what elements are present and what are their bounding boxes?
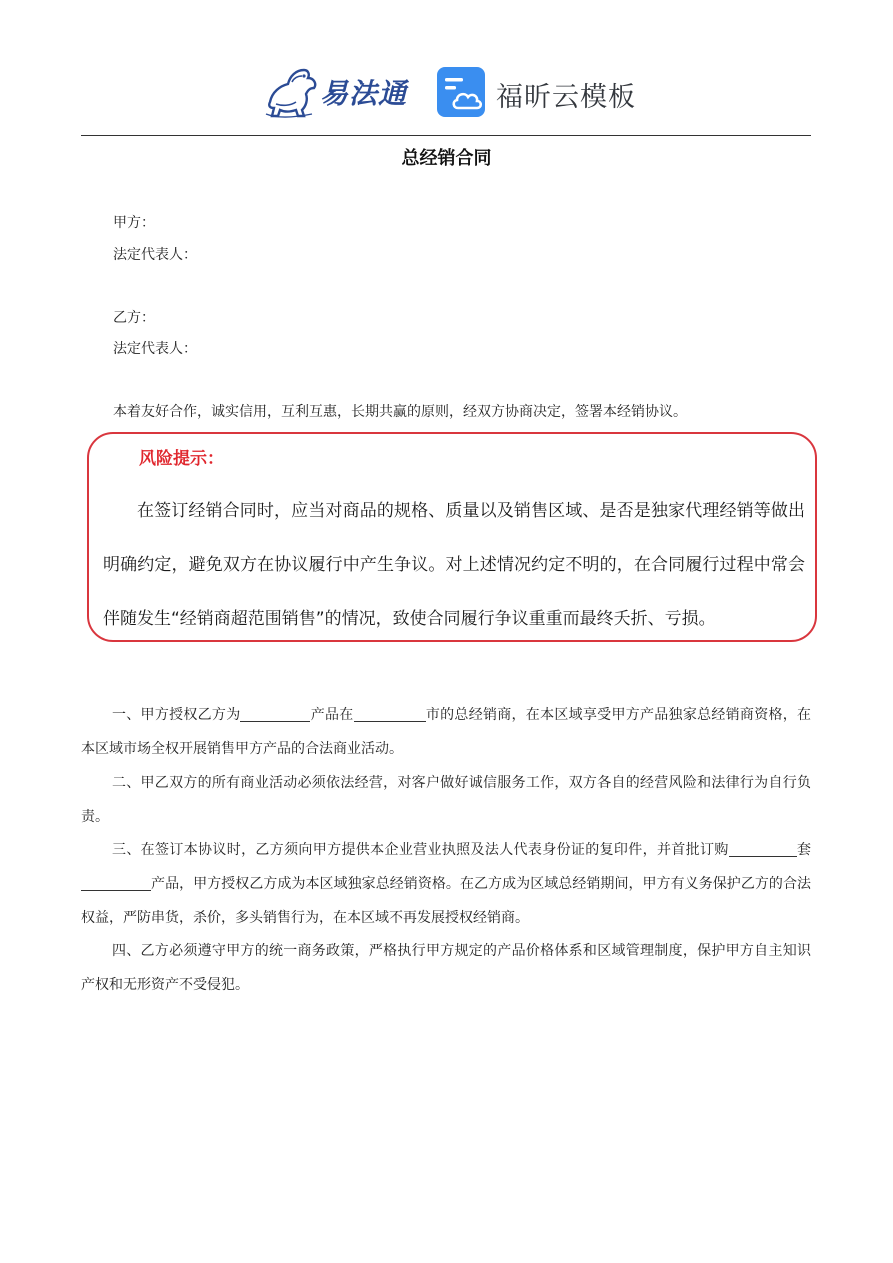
order-quantity-blank[interactable]	[729, 840, 797, 857]
risk-warning-text: 在签订经销合同时，应当对商品的规格、质量以及销售区域、是否是独家代理经销等做出明确约定，避免双方在协议履行中产生争议。对上述情况约定不明的，在合同履行过程中常会伴随发生“经销商超范围销售”的情况，致使合同履行争议重重而最终夭折、亏损。	[103, 501, 805, 629]
product-name-blank[interactable]	[240, 705, 310, 722]
clause-3-part-1: 三、在签订本协议时，乙方须向甲方提供本企业营业执照及法人代表身份证的复印件，并首批订购	[112, 842, 729, 858]
clause-1-part-3: 市的总经销商，在本区域享受甲方产品独家总经销商资格，在本区域市场全权开展销售甲方产品的合法商业活动。	[81, 707, 812, 757]
fuxin-logo-text: 福昕云模板	[496, 82, 636, 113]
order-product-blank[interactable]	[81, 874, 151, 891]
party-b-representative-label: 法定代表人：	[113, 341, 197, 357]
city-name-blank[interactable]	[354, 705, 426, 722]
clause-1-part-2: 产品在	[310, 707, 354, 723]
document-title: 总经销合同	[401, 148, 492, 169]
yifatong-logo-text: 易法通	[320, 77, 408, 110]
risk-warning-box	[87, 432, 817, 642]
clause-1	[81, 698, 811, 766]
clause-3-part-3: 产品，甲方授权乙方成为本区域独家总经销资格。在乙方成为区域总经销期间，甲方有义务保护乙方的合法权益，严防串货，杀价，多头销售行为，在本区域不再发展授权经销商。	[81, 876, 811, 926]
risk-warning-title: 风险提示：	[139, 449, 224, 469]
party-a-label: 甲方：	[113, 215, 155, 231]
header-divider	[81, 135, 811, 136]
clause-1-part-1: 一、甲方授权乙方为	[112, 707, 241, 723]
yifatong-logo	[262, 62, 414, 120]
clause-4: 四、乙方必须遵守甲方的统一商务政策，严格执行甲方规定的产品价格体系和区域管理制度，保护甲方自主知识产权和无形资产不受侵犯。	[81, 943, 811, 993]
qilin-emblem-icon	[262, 62, 322, 120]
party-b-label: 乙方：	[113, 310, 155, 326]
clause-3-part-2: 套	[796, 842, 811, 858]
clause-3	[81, 833, 811, 935]
cloud-document-icon	[436, 66, 488, 118]
fuxin-cloud-template-logo	[436, 66, 636, 118]
party-a-representative-label: 法定代表人：	[113, 247, 197, 263]
clause-2: 二、甲乙双方的所有商业活动必须依法经营，对客户做好诚信服务工作，双方各自的经营风险和法律行为自行负责。	[81, 775, 811, 825]
intro-paragraph: 本着友好合作，诚实信用，互利互惠，长期共赢的原则，经双方协商决定，签署本经销协议。	[113, 404, 687, 420]
